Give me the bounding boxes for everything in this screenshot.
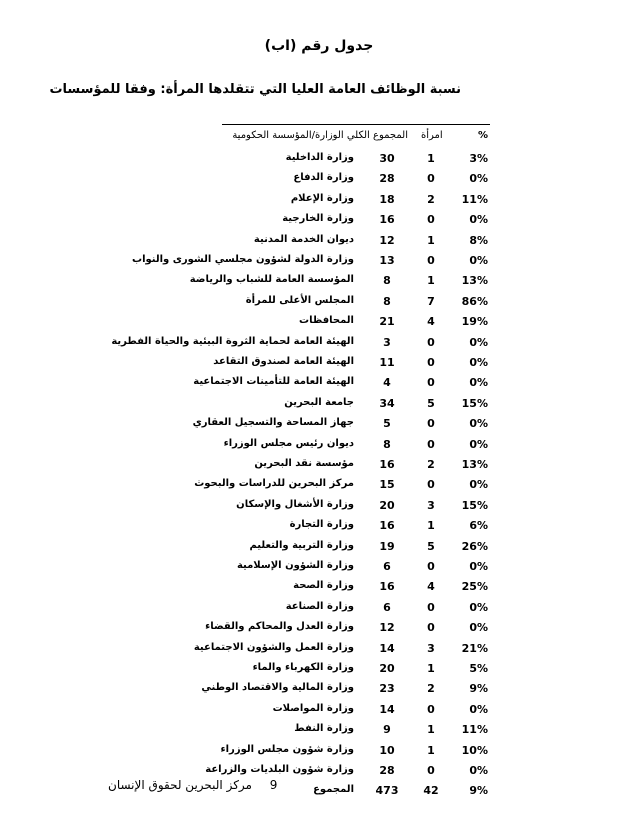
cell-total: 16 <box>379 519 395 533</box>
table-row <box>165 617 490 637</box>
cell-institution: المؤسسة العامة للشباب والرياضة <box>189 274 354 286</box>
table-row <box>165 556 490 576</box>
cell-institution: وزارة الأشغال والإسكان <box>236 498 354 510</box>
cell-female: 0 <box>427 335 435 349</box>
table-row <box>165 148 490 168</box>
cell-institution: المحافظات <box>299 315 354 327</box>
table-row <box>165 230 490 250</box>
header-total-and-name: المجموع الكلي الوزارة/المؤسسة الحكومية <box>232 130 408 141</box>
cell-total: 14 <box>379 641 395 655</box>
cell-institution: مؤسسة نقد البحرين <box>254 458 354 469</box>
cell-percent: 0% <box>469 764 488 777</box>
cell-percent: 0% <box>469 254 488 267</box>
cell-institution: وزارة العدل والمحاكم والقضاء <box>205 621 354 633</box>
cell-female: 1 <box>427 519 435 533</box>
cell-percent: 0% <box>469 172 488 186</box>
cell-female: 42 <box>423 784 439 798</box>
cell-female: 2 <box>427 682 435 696</box>
cell-female: 1 <box>427 233 435 247</box>
cell-percent: 0% <box>469 702 488 716</box>
cell-female: 0 <box>427 437 435 451</box>
cell-total: 28 <box>379 764 395 777</box>
cell-total: 20 <box>379 662 395 675</box>
cell-institution: ديوان الخدمة المدنية <box>253 233 354 245</box>
cell-female: 5 <box>427 539 435 553</box>
cell-female: 0 <box>427 560 435 573</box>
cell-female: 5 <box>427 396 435 410</box>
cell-percent: 26% <box>461 539 488 553</box>
page-footer <box>108 778 277 792</box>
cell-female: 0 <box>427 213 435 227</box>
cell-female: 0 <box>427 478 435 492</box>
cell-percent: 13% <box>461 274 488 288</box>
table-row <box>165 638 490 658</box>
cell-institution: وزارة الشؤون الإسلامية <box>236 560 354 571</box>
cell-total: 34 <box>379 396 395 410</box>
cell-percent: 19% <box>461 315 488 329</box>
cell-institution: جهاز المساحة والتسجيل العقاري <box>192 417 354 429</box>
cell-percent: 0% <box>469 478 488 492</box>
cell-female: 1 <box>427 743 435 757</box>
cell-percent: 6% <box>469 519 488 533</box>
cell-female: 0 <box>427 172 435 186</box>
table-row <box>165 515 490 535</box>
cell-total: 8 <box>383 274 391 288</box>
footer-organization: مركز البحرين لحقوق الإنسان <box>108 778 252 792</box>
table-row <box>165 393 490 413</box>
table-row <box>165 352 490 372</box>
cell-percent: 15% <box>461 396 488 410</box>
cell-total: 12 <box>379 233 395 247</box>
header-female: امرأة <box>421 130 443 141</box>
table-row <box>165 495 490 515</box>
cell-institution: وزارة الصحة <box>293 580 354 592</box>
table-title: جدول رقم (اب) <box>264 38 374 54</box>
table-subtitle: نسبة الوظائف العامة العليا التي تتقلدها المرأة: وفقا للمؤسسات <box>49 82 461 97</box>
cell-institution: ديوان رئيس مجلس الوزراء <box>223 437 354 449</box>
cell-percent: 13% <box>461 458 488 471</box>
header-percent: % <box>477 130 488 141</box>
cell-total: 10 <box>379 743 395 757</box>
page-number: 9 <box>269 778 278 792</box>
cell-institution: الهيئة العامة لصندوق التقاعد <box>213 356 354 367</box>
table-row <box>165 372 490 392</box>
cell-total: 8 <box>383 294 391 308</box>
table-row <box>165 719 490 739</box>
cell-total: 11 <box>379 356 395 369</box>
cell-total: 21 <box>379 315 395 329</box>
table-row <box>165 434 490 454</box>
cell-female: 3 <box>427 498 435 512</box>
cell-institution: المجلس الأعلى للمرأة <box>245 294 354 306</box>
cell-institution: وزارة المواصلات <box>272 702 354 714</box>
cell-percent: 0% <box>469 213 488 227</box>
cell-total: 16 <box>379 458 395 471</box>
table-row <box>165 413 490 433</box>
cell-female: 0 <box>427 600 435 614</box>
cell-female: 1 <box>427 152 435 165</box>
cell-institution: وزارة شؤون مجلس الوزراء <box>220 743 354 755</box>
cell-percent: 0% <box>469 621 488 635</box>
cell-institution: وزارة الخارجية <box>282 213 354 225</box>
cell-female: 0 <box>427 254 435 267</box>
cell-female: 0 <box>427 356 435 369</box>
table-row <box>165 291 490 311</box>
cell-institution: وزارة الكهرباء والماء <box>252 662 354 673</box>
table-row <box>165 168 490 188</box>
table-row <box>165 740 490 760</box>
table-row <box>165 760 490 780</box>
cell-percent: 11% <box>461 723 488 737</box>
cell-female: 4 <box>427 580 435 594</box>
cell-percent: 0% <box>469 560 488 573</box>
cell-institution: وزارة الدفاع <box>293 172 354 184</box>
cell-institution: جامعة البحرين <box>284 396 354 408</box>
cell-female: 1 <box>427 274 435 288</box>
cell-percent: 0% <box>469 356 488 369</box>
table-row <box>165 311 490 331</box>
cell-total: 12 <box>379 621 395 635</box>
cell-female: 2 <box>427 192 435 206</box>
cell-percent: 21% <box>461 641 488 655</box>
cell-institution: وزارة الصناعة <box>285 600 354 612</box>
cell-institution: وزارة التجارة <box>289 519 354 531</box>
cell-total: 18 <box>379 192 395 206</box>
cell-total: 9 <box>383 723 391 737</box>
cell-percent: 0% <box>469 376 488 390</box>
cell-institution: وزارة العمل والشؤون الاجتماعية <box>193 641 354 653</box>
cell-percent: 15% <box>461 498 488 512</box>
table-row <box>165 189 490 209</box>
cell-percent: 5% <box>469 662 488 675</box>
cell-institution: وزارة الإعلام <box>290 192 354 204</box>
cell-total: 4 <box>383 376 391 390</box>
cell-female: 2 <box>427 458 435 471</box>
cell-institution: وزارة الداخلية <box>285 152 354 163</box>
cell-female: 0 <box>427 621 435 635</box>
table-row <box>165 209 490 229</box>
table-row <box>165 474 490 494</box>
cell-female: 4 <box>427 315 435 329</box>
cell-institution: وزارة التربية والتعليم <box>249 539 354 551</box>
table-row <box>165 454 490 474</box>
cell-institution: مركز البحرين للدراسات والبحوث <box>194 478 354 490</box>
table-row <box>165 536 490 556</box>
cell-total: 8 <box>383 437 391 451</box>
cell-female: 0 <box>427 417 435 431</box>
cell-percent: 0% <box>469 600 488 614</box>
cell-percent: 86% <box>461 294 488 308</box>
table-row <box>132 250 490 270</box>
cell-female: 7 <box>427 294 435 308</box>
table-header-row <box>165 126 490 146</box>
cell-total: 28 <box>379 172 395 186</box>
table-row <box>165 270 490 290</box>
cell-total: 6 <box>383 600 391 614</box>
cell-institution: الهيئة العامة للتأمينات الاجتماعية <box>193 376 354 388</box>
cell-total: 13 <box>379 254 395 267</box>
cell-percent: 8% <box>469 233 488 247</box>
table-row <box>165 576 490 596</box>
cell-total: 6 <box>383 560 391 573</box>
cell-total: 16 <box>379 580 395 594</box>
cell-total: 5 <box>383 417 391 431</box>
cell-total: 473 <box>375 784 399 798</box>
cell-percent: 0% <box>469 417 488 431</box>
cell-female: 1 <box>427 723 435 737</box>
cell-institution: الهيئة العامة لحماية الثروة البيئية والحياة الفطرية <box>111 335 354 347</box>
cell-percent: 9% <box>469 784 488 798</box>
cell-percent: 0% <box>469 335 488 349</box>
cell-female: 0 <box>427 376 435 390</box>
table-row <box>165 597 490 617</box>
cell-total: 3 <box>383 335 391 349</box>
cell-institution: وزارة المالية والاقتصاد الوطني <box>201 682 354 694</box>
cell-institution: وزارة شؤون البلديات والزراعة <box>205 764 354 775</box>
table-row <box>165 699 490 719</box>
table-row <box>111 332 490 352</box>
cell-total: 23 <box>379 682 395 696</box>
cell-total: 16 <box>379 213 395 227</box>
table-row <box>165 678 490 698</box>
cell-female: 0 <box>427 764 435 777</box>
header-divider <box>222 124 490 125</box>
cell-female: 0 <box>427 702 435 716</box>
cell-total: 14 <box>379 702 395 716</box>
cell-female: 1 <box>427 662 435 675</box>
cell-percent: 0% <box>469 437 488 451</box>
cell-total: 20 <box>379 498 395 512</box>
cell-female: 3 <box>427 641 435 655</box>
cell-institution: المجموع <box>313 784 354 796</box>
cell-percent: 25% <box>461 580 488 594</box>
cell-percent: 11% <box>461 192 488 206</box>
cell-total: 15 <box>379 478 395 492</box>
cell-percent: 9% <box>469 682 488 696</box>
cell-total: 19 <box>379 539 395 553</box>
cell-institution: وزارة الدولة لشؤون مجلسي الشورى والنواب <box>132 254 354 265</box>
cell-percent: 10% <box>461 743 488 757</box>
cell-institution: وزارة النفط <box>294 723 354 735</box>
cell-total: 30 <box>379 152 395 165</box>
cell-percent: 3% <box>469 152 488 165</box>
table-row <box>165 658 490 678</box>
